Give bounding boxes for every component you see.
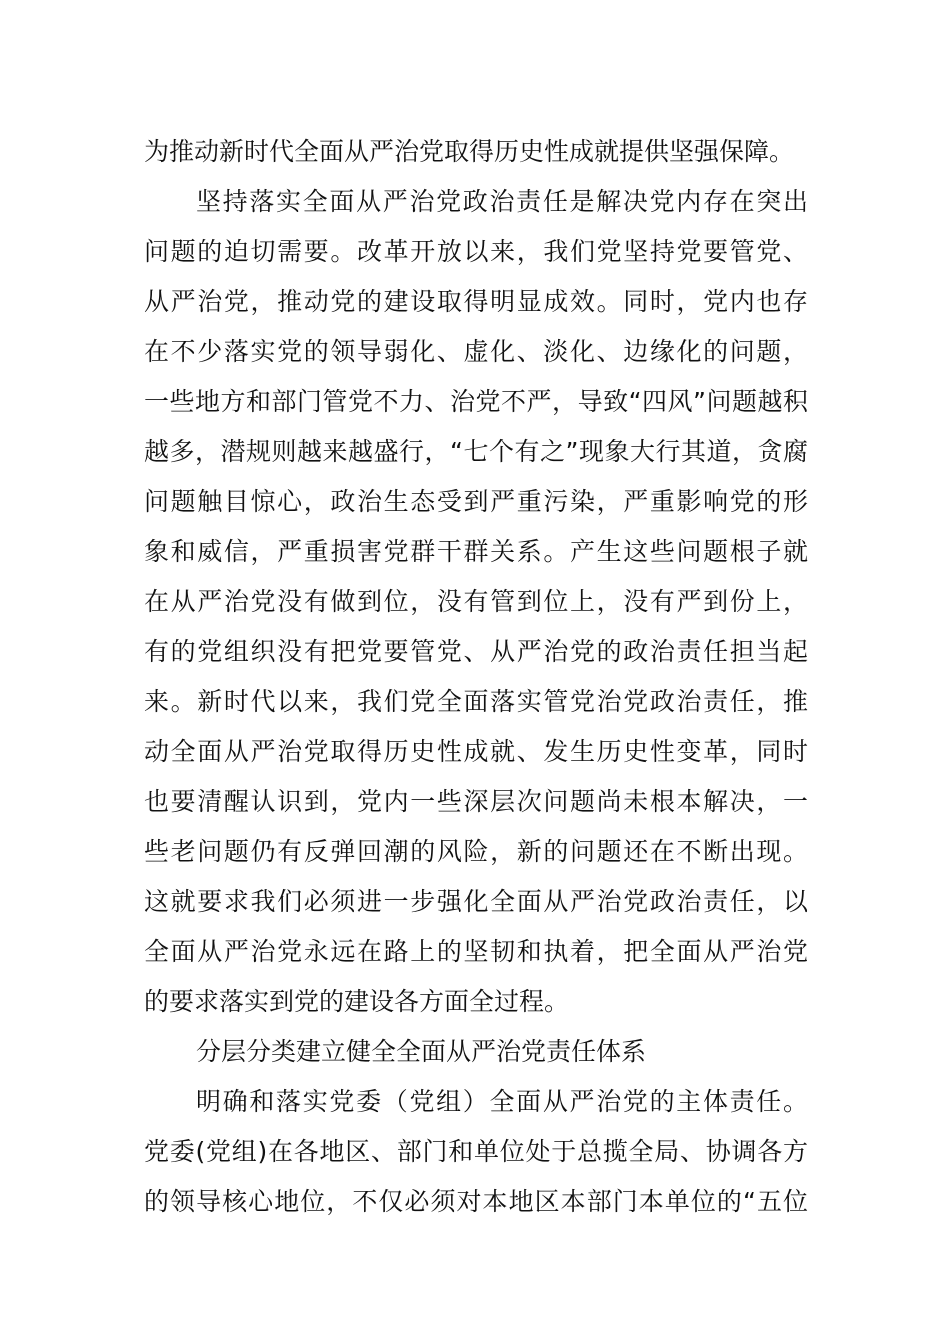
text-line: 问题触目惊心，政治生态受到严重污染，严重影响党的形 [144, 487, 808, 516]
text-line: 的领导核心地位，不仅必须对本地区本部门本单位的“五位 [144, 1187, 808, 1216]
section-heading: 分层分类建立健全全面从严治党责任体系 [196, 1037, 647, 1066]
text-line: 象和威信，严重损害党群干群关系。产生这些问题根子就 [144, 537, 808, 566]
text-line: 为推动新时代全面从严治党取得历史性成就提供坚强保障。 [144, 137, 795, 166]
text-line: 有的党组织没有把党要管党、从严治党的政治责任担当起 [144, 637, 808, 666]
text-line: 越多，潜规则越来越盛行，“七个有之”现象大行其道，贪腐 [144, 437, 808, 466]
text-line: 些老问题仍有反弹回潮的风险，新的问题还在不断出现。 [144, 837, 808, 866]
text-line: 从严治党，推动党的建设取得明显成效。同时，党内也存 [144, 287, 808, 316]
text-line: 在从严治党没有做到位，没有管到位上，没有严到份上， [144, 587, 808, 616]
text-line: 明确和落实党委（党组）全面从严治党的主体责任。 [196, 1087, 808, 1116]
text-line: 这就要求我们必须进一步强化全面从严治党政治责任，以 [144, 887, 808, 916]
text-line: 来。新时代以来，我们党全面落实管党治党政治责任，推 [144, 687, 808, 716]
text-line: 动全面从严治党取得历史性成就、发生历史性变革，同时 [144, 737, 808, 766]
text-line: 党委(党组)在各地区、部门和单位处于总揽全局、协调各方 [144, 1137, 808, 1166]
text-line: 一些地方和部门管党不力、治党不严，导致“四风”问题越积 [144, 387, 808, 416]
text-line: 问题的迫切需要。改革开放以来，我们党坚持党要管党、 [144, 237, 808, 266]
text-line: 的要求落实到党的建设各方面全过程。 [144, 987, 570, 1016]
text-line: 在不少落实党的领导弱化、虚化、淡化、边缘化的问题， [144, 337, 808, 366]
text-line: 全面从严治党永远在路上的坚韧和执着，把全面从严治党 [144, 937, 808, 966]
text-line: 也要清醒认识到，党内一些深层次问题尚未根本解决，一 [144, 787, 808, 816]
text-line: 坚持落实全面从严治党政治责任是解决党内存在突出 [196, 187, 808, 216]
